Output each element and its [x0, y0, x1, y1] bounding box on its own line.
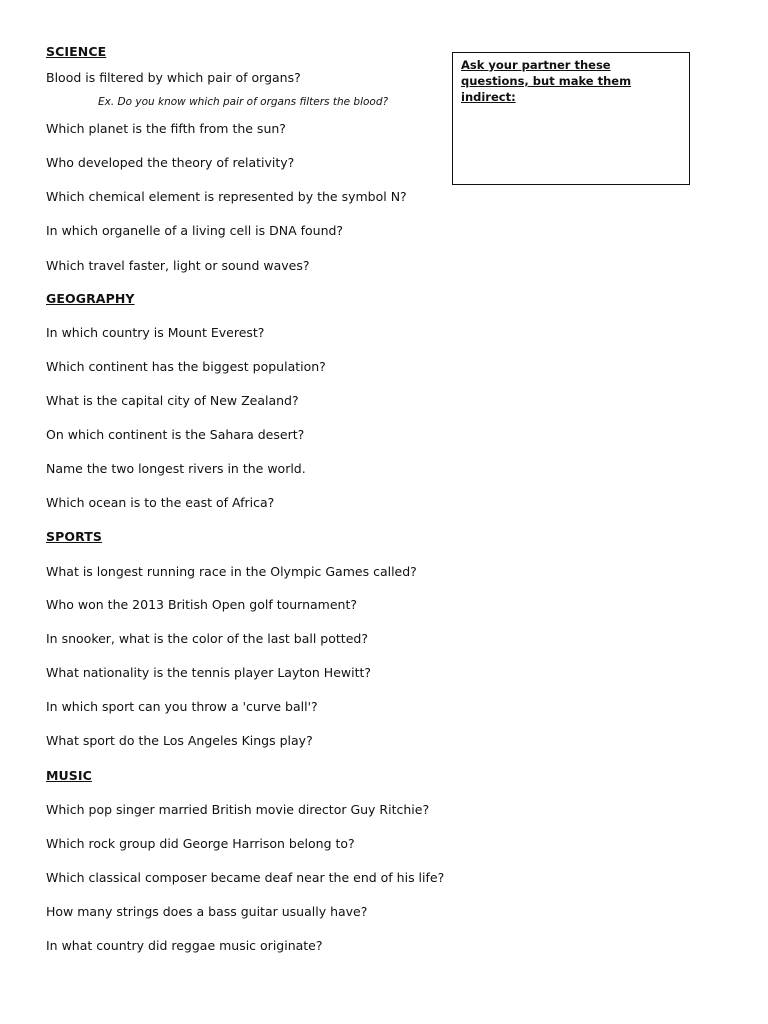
question-item: Who developed the theory of relativity? — [46, 155, 295, 170]
question-item: What sport do the Los Angeles Kings play? — [46, 733, 313, 748]
question-item: On which continent is the Sahara desert? — [46, 427, 305, 442]
question-item: Which chemical element is represented by the symbol N? — [46, 189, 407, 204]
question-item: Which ocean is to the east of Africa? — [46, 495, 275, 510]
question-item: In what country did reggae music originate? — [46, 938, 323, 953]
example-sentence: Ex. Do you know which pair of organs filters the blood? — [98, 96, 389, 108]
question-item: Which travel faster, light or sound waves? — [46, 258, 310, 273]
question-item: What nationality is the tennis player Layton Hewitt? — [46, 665, 372, 680]
question-item: In which country is Mount Everest? — [46, 325, 265, 340]
section-heading-geography: GEOGRAPHY — [46, 291, 135, 306]
question-item: Which classical composer became deaf near the end of his life? — [46, 870, 445, 885]
question-item: Blood is filtered by which pair of organs? — [46, 70, 301, 85]
question-item: What is longest running race in the Olympic Games called? — [46, 564, 417, 579]
question-item: Which planet is the fifth from the sun? — [46, 121, 286, 136]
question-item: Who won the 2013 British Open golf tournament? — [46, 597, 357, 612]
question-item: What is the capital city of New Zealand? — [46, 393, 299, 408]
instruction-box — [452, 52, 690, 185]
question-item: Which pop singer married British movie director Guy Ritchie? — [46, 802, 430, 817]
question-item: Which continent has the biggest population? — [46, 359, 326, 374]
question-item: In snooker, what is the color of the last ball potted? — [46, 631, 368, 646]
question-item: In which organelle of a living cell is DNA found? — [46, 223, 344, 238]
section-heading-science: SCIENCE — [46, 44, 107, 59]
question-item: Name the two longest rivers in the world. — [46, 461, 306, 476]
question-item: Which rock group did George Harrison belong to? — [46, 836, 355, 851]
section-heading-music: MUSIC — [46, 768, 92, 783]
question-item: In which sport can you throw a 'curve ball'? — [46, 699, 318, 714]
section-heading-sports: SPORTS — [46, 529, 102, 544]
question-item: How many strings does a bass guitar usually have? — [46, 904, 368, 919]
instruction-text: Ask your partner these questions, but make them indirect: — [461, 58, 632, 104]
